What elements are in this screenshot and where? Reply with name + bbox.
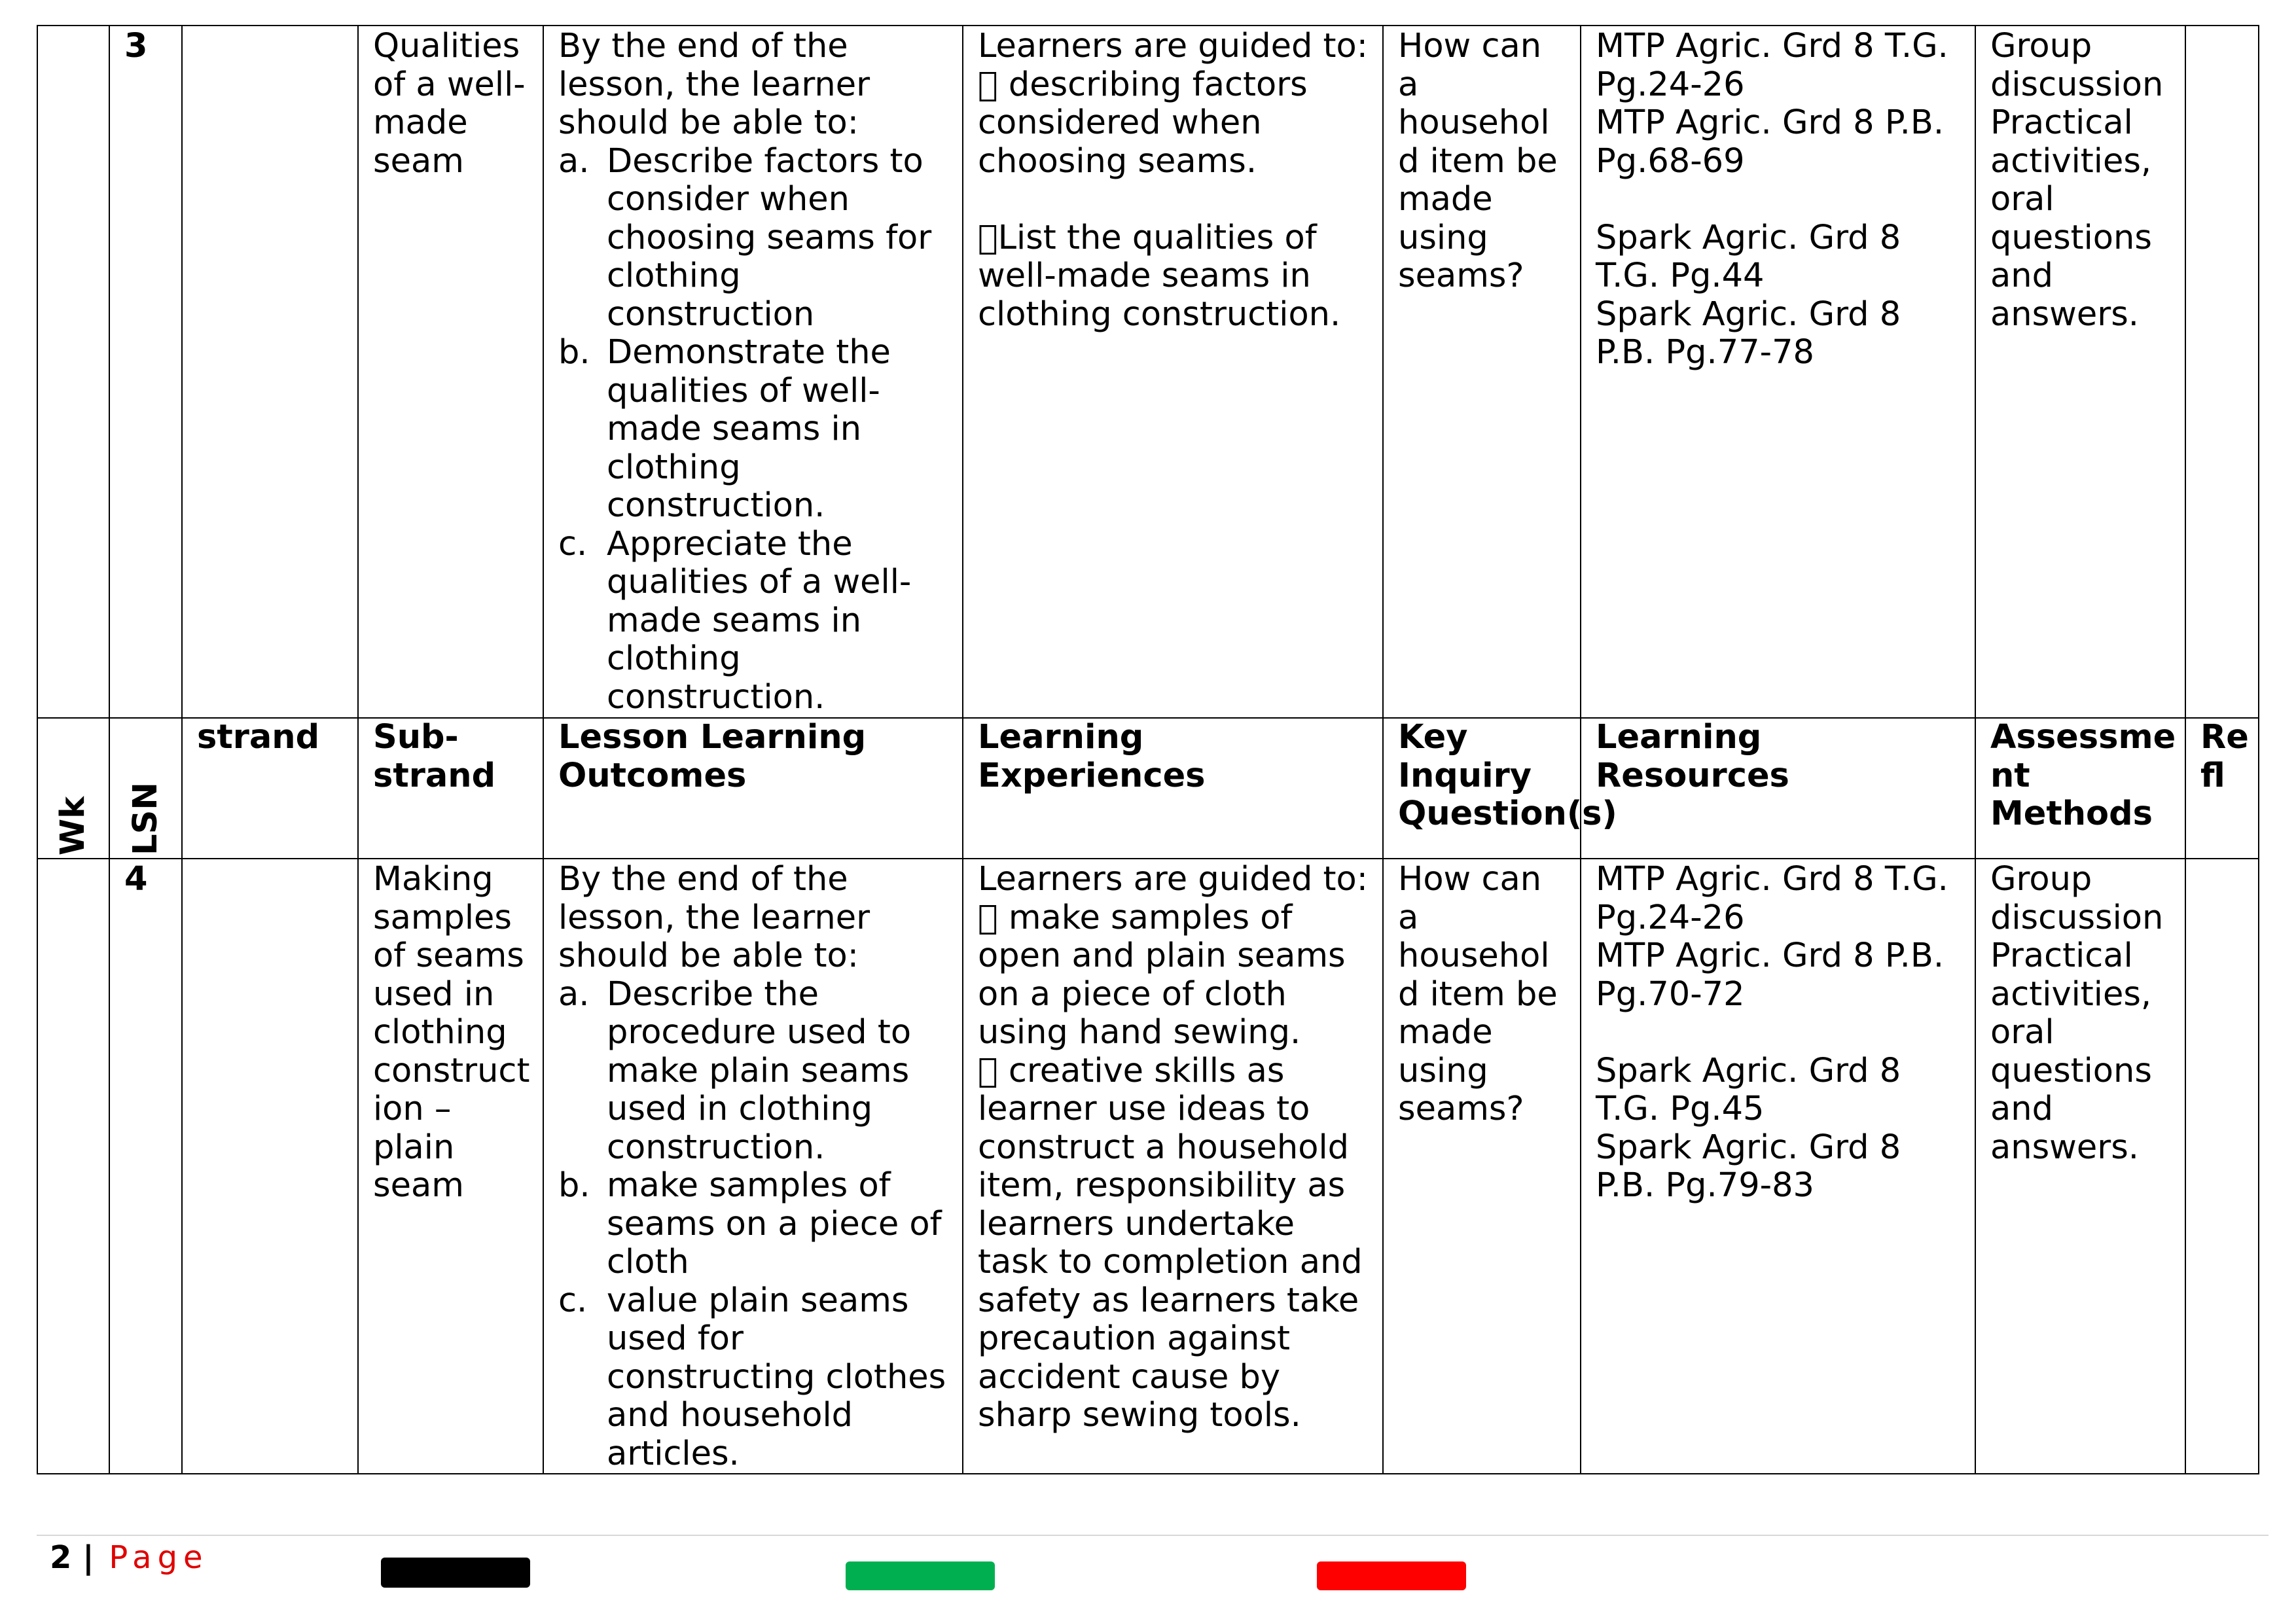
page-number: 2 bbox=[50, 1539, 72, 1576]
header-experiences: Learning Experiences bbox=[963, 718, 1383, 859]
header-resources: Learning Resources bbox=[1581, 718, 1975, 859]
header-lesson: LSN bbox=[109, 718, 182, 859]
footer-divider bbox=[37, 1535, 2269, 1536]
table-row-lesson-4 bbox=[37, 859, 2259, 1474]
red-bar bbox=[1317, 1561, 1466, 1590]
list-item: a. Describe the procedure used to make plain seams used in clothing construction. bbox=[558, 974, 912, 1167]
header-inquiry: Key Inquiry Question(s) bbox=[1383, 718, 1581, 859]
inquiry-cell: How can a househol d item be made using seams? bbox=[1383, 859, 1581, 1474]
experience-item: describing factors considered when choosing seams. bbox=[978, 65, 1277, 181]
experiences-cell bbox=[963, 26, 1383, 718]
substrand-cell: Making samples of seams used in clothing construct ion – plain seam bbox=[358, 859, 543, 1474]
table-header-row bbox=[37, 718, 2259, 859]
outcomes-cell bbox=[543, 859, 963, 1474]
header-substrand: Sub-strand bbox=[358, 718, 543, 859]
list-item: b. Demonstrate the qualities of well-made seams in clothing construction. bbox=[558, 333, 891, 525]
black-bar bbox=[381, 1558, 530, 1588]
reflection-cell bbox=[2185, 26, 2259, 718]
table-row-lesson-3 bbox=[37, 26, 2259, 718]
resource-item: Spark Agric. Grd 8 T.G. Pg.44 bbox=[1596, 218, 1901, 295]
substrand-cell: Qualities of a well-made seam bbox=[358, 26, 543, 718]
resources-cell bbox=[1581, 859, 1975, 1474]
assessment-cell: Group discussion Practical activities, oral questions and answers. bbox=[1975, 26, 2185, 718]
list-item: a. Describe factors to consider when choosing seams for clothing construction bbox=[558, 141, 932, 334]
week-cell bbox=[37, 26, 109, 718]
resources-cell bbox=[1581, 26, 1975, 718]
resource-item: MTP Agric. Grd 8 P.B. Pg.68-69 bbox=[1596, 103, 1945, 181]
outcomes-intro: By the end of the lesson, the learner should be able to: bbox=[558, 27, 870, 142]
assessment-cell: Group discussion Practical activities, oral questions and answers. bbox=[1975, 859, 2185, 1474]
list-item: c. Appreciate the qualities of a well-made seams in clothing construction. bbox=[558, 524, 912, 717]
reflection-cell bbox=[2185, 859, 2259, 1474]
resource-item: Spark Agric. Grd 8 P.B. Pg.79-83 bbox=[1596, 1128, 1901, 1205]
lesson-number-cell: 3 bbox=[109, 26, 182, 718]
header-outcomes: Lesson Learning Outcomes bbox=[543, 718, 963, 859]
resource-item: Spark Agric. Grd 8 T.G. Pg.45 bbox=[1596, 1051, 1901, 1128]
scheme-of-work-table bbox=[37, 25, 2259, 1474]
resource-item: MTP Agric. Grd 8 P.B. Pg.70-72 bbox=[1596, 936, 1945, 1014]
outcomes-list bbox=[558, 976, 949, 1474]
week-cell bbox=[37, 859, 109, 1474]
strand-cell bbox=[182, 859, 358, 1474]
experience-item: List the qualities of well-made seams in clothing construction. bbox=[978, 218, 1341, 334]
experiences-intro: Learners are guided to: bbox=[978, 27, 1368, 65]
experience-item: creative skills as learner use ideas to construct a household item, responsibility as learners undertake task to completion and safety as learners take precaution against accident cause by sharp sewing tools. bbox=[978, 1051, 1363, 1435]
resource-item: MTP Agric. Grd 8 T.G. Pg.24-26 bbox=[1596, 27, 1948, 104]
outcomes-list bbox=[558, 143, 949, 717]
resource-item: Spark Agric. Grd 8 P.B. Pg.77-78 bbox=[1596, 294, 1901, 372]
outcomes-cell bbox=[543, 26, 963, 718]
outcomes-intro: By the end of the lesson, the learner should be able to: bbox=[558, 860, 870, 975]
resource-item: MTP Agric. Grd 8 T.G. Pg.24-26 bbox=[1596, 860, 1948, 937]
page-footer bbox=[50, 1538, 209, 1577]
experiences-cell bbox=[963, 859, 1383, 1474]
header-week: Wk bbox=[37, 718, 109, 859]
inquiry-cell: How can a househol d item be made using seams? bbox=[1383, 26, 1581, 718]
header-assessment: Assessme nt Methods bbox=[1975, 718, 2185, 859]
page-word: Page bbox=[109, 1539, 209, 1576]
list-item: c. value plain seams used for constructing clothes and household articles. bbox=[558, 1281, 946, 1473]
experiences-intro: Learners are guided to: bbox=[978, 860, 1368, 899]
header-strand: strand bbox=[182, 718, 358, 859]
strand-cell bbox=[182, 26, 358, 718]
green-bar bbox=[846, 1561, 995, 1590]
list-item: b. make samples of seams on a piece of cloth bbox=[558, 1166, 942, 1281]
lesson-number-cell: 4 bbox=[109, 859, 182, 1474]
page-separator: | bbox=[71, 1539, 105, 1576]
experience-item: make samples of open and plain seams on a piece of cloth using hand sewing. bbox=[978, 898, 1356, 1052]
header-reflection: Re fl bbox=[2185, 718, 2259, 859]
